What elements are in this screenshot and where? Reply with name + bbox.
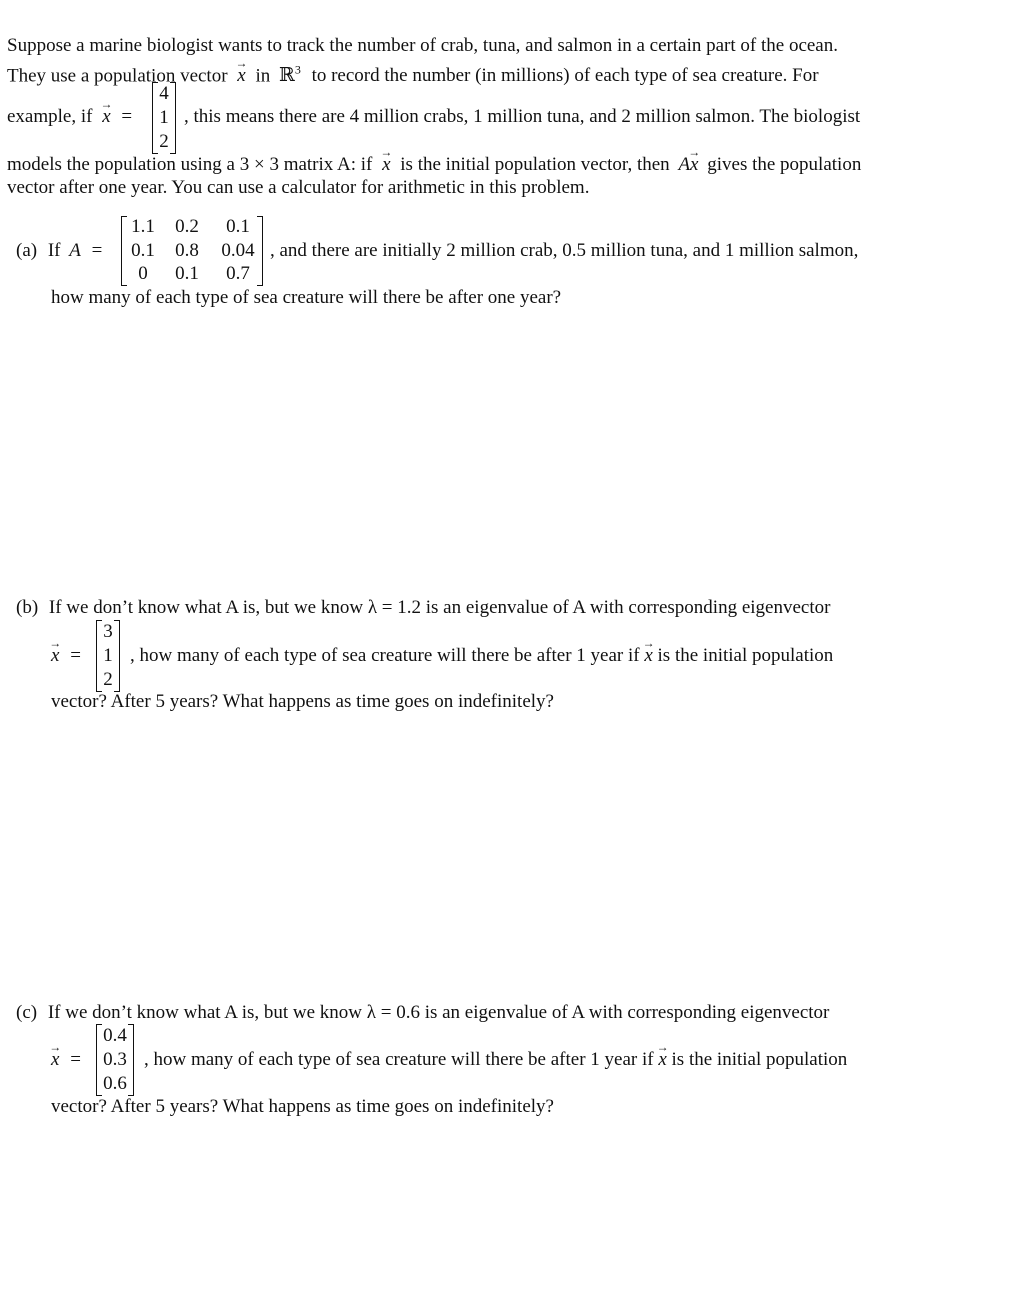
intro-line-3-rest-text	[184, 105, 965, 129]
intro-line-4c: gives the population	[707, 154, 862, 175]
matrix-row	[97, 1048, 133, 1072]
part-b-label: (b)	[16, 597, 39, 618]
matrix-cell: 1	[159, 107, 169, 128]
intro-line-1-text	[7, 34, 965, 58]
matrix-cell: 4	[159, 83, 169, 104]
part-a-line-2	[51, 286, 561, 310]
matrix-row	[97, 1072, 133, 1096]
intro-line-3	[7, 105, 132, 129]
intro-line-5	[7, 176, 589, 200]
matrix-a	[121, 216, 263, 286]
part-c-line-2-span	[144, 1048, 847, 1072]
intro-line-2a: They use a population vector	[7, 65, 228, 87]
equals-sign: =	[70, 1049, 81, 1070]
vector-x-symbol: → x	[51, 644, 59, 668]
matrix-cell: 0.8	[175, 240, 199, 261]
part-b-line-1	[16, 596, 965, 620]
part-c-line-2-text	[144, 1048, 965, 1072]
matrix-cell: 0.04	[221, 240, 255, 261]
matrix-cell: 3	[103, 621, 113, 642]
part-c-line-1	[16, 1001, 965, 1025]
part-c-line-2	[144, 1048, 965, 1072]
part-b-eigenvector	[96, 620, 120, 692]
equals-sign: =	[121, 106, 133, 127]
intro-line-4	[7, 153, 861, 177]
vector-x-symbol: → x	[382, 153, 390, 177]
intro-line-4b: is the initial population vector, then	[400, 154, 670, 175]
matrix-cell: 0.1	[175, 263, 199, 284]
matrix-row	[153, 82, 175, 106]
intro-line-2	[7, 58, 965, 88]
part-b-text1: If we don’t know what A is, but we know λ = 1.2 is an eigenvalue of A with corresponding eigenvector	[48, 597, 831, 618]
matrix-row	[153, 106, 175, 130]
intro-line-3-rest	[184, 105, 965, 129]
matrix-cell: 0.3	[103, 1049, 127, 1070]
part-a-line-1-text	[270, 239, 965, 263]
intro-line-1	[7, 34, 965, 58]
part-b-text2b: is the initial population	[657, 645, 834, 666]
vector-x-symbol: → x	[237, 64, 245, 88]
part-b-line-2-text	[130, 644, 965, 668]
intro-line-2b: in	[255, 65, 271, 87]
intro-line-3b: , this means there are 4 million crabs, 1 million tuna, and 2 million salmon. The biologist	[184, 106, 861, 127]
matrix-cell: 0.2	[175, 216, 199, 237]
matrix-cell: 0.7	[226, 263, 250, 284]
matrix-row	[97, 620, 119, 644]
matrix-a-symbol: A	[69, 240, 81, 261]
intro-line-4a: models the population using a 3 × 3 matrix A: if	[7, 154, 373, 175]
part-c-text1: If we don’t know what A is, but we know λ = 0.6 is an eigenvalue of A with corresponding eigenvector	[47, 1002, 830, 1023]
intro-line-1-span: Suppose a marine biologist wants to track the number of crab, tuna, and salmon in a certain part of the ocean.	[7, 35, 838, 56]
equals-sign: =	[91, 240, 103, 261]
matrix-cell: 1.1	[131, 216, 155, 237]
matrix-cell: 2	[159, 131, 169, 152]
part-a-text3: how many of each type of sea creature will there be after one year?	[51, 287, 562, 308]
part-a-text2: , and there are initially 2 million crab, 0.5 million tuna, and 1 million salmon,	[270, 240, 859, 261]
matrix-cell: 0.1	[226, 216, 250, 237]
matrix-cell: 2	[103, 669, 113, 690]
example-vector-matrix	[152, 82, 176, 154]
equals-sign: =	[70, 645, 81, 666]
intro-line-3a: example, if	[7, 106, 93, 127]
part-c-label: (c)	[16, 1002, 38, 1023]
part-c-eigenvector	[96, 1024, 134, 1096]
matrix-a-symbol: A	[678, 154, 691, 175]
part-b-line-2-span	[130, 644, 833, 668]
matrix-cell: 1	[103, 645, 113, 666]
space-r-exp: 3	[294, 63, 301, 77]
matrix-row	[97, 668, 119, 692]
vector-x-symbol: → x	[102, 105, 110, 129]
vector-x-symbol: → x	[658, 1048, 666, 1072]
part-c-vector-lead	[51, 1048, 81, 1072]
matrix-row	[153, 130, 175, 154]
matrix-row	[97, 644, 119, 668]
matrix-cell: 0	[138, 263, 148, 284]
intro-line-5-text: vector after one year. You can use a calculator for arithmetic in this problem.	[7, 177, 590, 198]
space-r-base: ℝ	[279, 65, 295, 87]
part-c-text2: , how many of each type of sea creature will there be after 1 year if	[144, 1049, 654, 1070]
part-c-text3: vector? After 5 years? What happens as time goes on indefinitely?	[51, 1096, 554, 1117]
matrix-cell: 0.1	[131, 240, 155, 261]
matrix-cell: 0.4	[103, 1025, 127, 1046]
matrix-cell: 0.6	[103, 1073, 127, 1094]
part-b-text2: , how many of each type of sea creature will there be after 1 year if	[130, 645, 640, 666]
space-r-symbol	[279, 65, 301, 86]
part-a-lead	[16, 239, 102, 263]
part-b-line-3	[51, 690, 554, 714]
vector-x-symbol: → x	[51, 1048, 59, 1072]
intro-line-2c: to record the number (in millions) of each type of sea creature. For	[311, 65, 819, 87]
part-a-label: (a)	[16, 240, 38, 261]
part-a-if: If	[47, 240, 61, 261]
ax-expression	[678, 154, 698, 175]
part-b-vector-lead	[51, 644, 81, 668]
vector-x-symbol: → x	[644, 644, 652, 668]
part-a-line-1	[270, 239, 965, 263]
matrix-row	[97, 1024, 133, 1048]
vector-x-symbol: → x	[690, 153, 698, 177]
part-b-line-2	[130, 644, 965, 668]
part-c-line-3	[51, 1095, 554, 1119]
part-c-text2b: is the initial population	[671, 1049, 848, 1070]
part-b-text3: vector? After 5 years? What happens as time goes on indefinitely?	[51, 691, 554, 712]
